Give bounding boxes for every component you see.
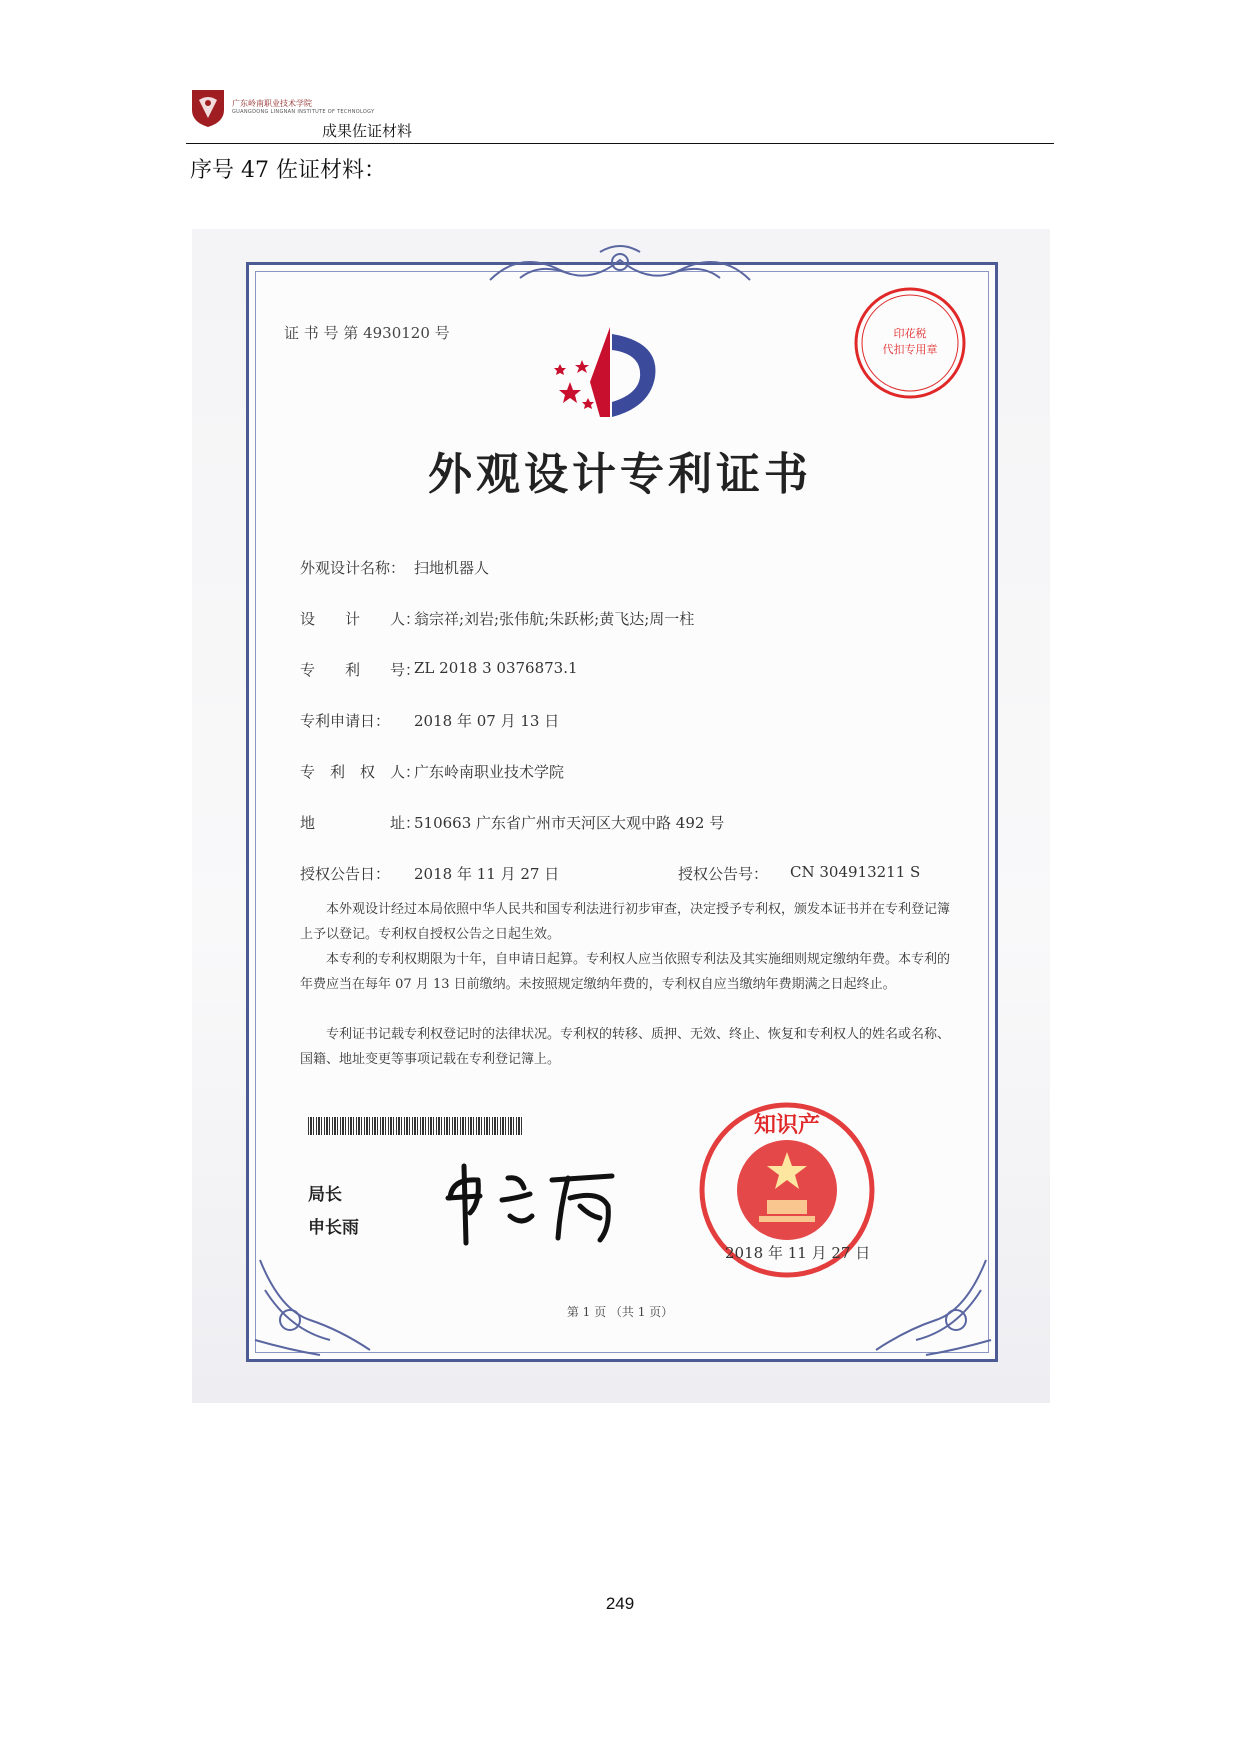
certificate-title: 外观设计专利证书: [428, 449, 812, 500]
field-announce-no-value: CN 304913211 S: [790, 863, 921, 881]
svg-text:代扣专用章: 代扣专用章: [882, 343, 938, 356]
paragraph-legal-status: 专利证书记载专利权登记时的法律状况。专利权的转移、质押、无效、终止、恢复和专利权人的姓名或名称、国籍、地址变更等事项记载在专利登记簿上。: [300, 1027, 951, 1067]
patent-office-emblem-icon: [550, 322, 680, 422]
field-application-date-value: 2018 年 07 月 13 日: [414, 712, 560, 730]
field-grant-date-value: 2018 年 11 月 27 日: [414, 865, 560, 883]
field-designers-value: 翁宗祥;刘岩;张伟航;朱跃彬;黄飞达;周一柱: [414, 610, 695, 628]
field-announce-no-label: 授权公告号：: [678, 865, 769, 883]
school-name-en: GUANGDONG LINGNAN INSTITUTE OF TECHNOLOGY: [232, 109, 375, 115]
certificate-number: 证 书 号 第 4930120 号: [284, 324, 450, 342]
svg-text:知识产: 知识产: [753, 1113, 821, 1138]
director-signature-icon: [440, 1158, 630, 1248]
certificate-page-footer: 第 1 页 （共 1 页）: [566, 1305, 674, 1319]
tax-stamp-seal-icon: [852, 285, 968, 401]
page-number: 249: [605, 1594, 635, 1613]
field-patent-no-label: 专 利 号：: [300, 661, 421, 679]
director-title: 局长: [308, 1185, 342, 1205]
field-patentee-label: 专 利 权 人：: [300, 763, 421, 781]
barcode: [308, 1117, 524, 1135]
paragraph-examination: 本外观设计经过本局依照中华人民共和国专利法进行初步审查，决定授予专利权，颁发本证书并在专利登记簿上予以登记。专利权自授权公告之日起生效。: [300, 902, 951, 942]
field-patentee-value: 广东岭南职业技术学院: [414, 763, 565, 781]
field-grant-date-label: 授权公告日：: [300, 865, 391, 883]
field-patent-no-value: ZL 2018 3 0376873.1: [414, 659, 578, 677]
school-name-cn: 广东岭南职业技术学院: [232, 99, 312, 108]
field-design-name-value: 扫地机器人: [414, 559, 490, 577]
header-rule: [186, 143, 1054, 144]
field-design-name-label: 外观设计名称：: [300, 559, 406, 577]
seal-date: 2018 年 11 月 27 日: [725, 1244, 871, 1262]
field-designers-label: 设 计 人：: [300, 610, 421, 628]
svg-text:印花税: 印花税: [893, 327, 927, 340]
director-name: 申长雨: [308, 1218, 359, 1238]
paragraph-term: 本专利的专利权期限为十年，自申请日起算。专利权人应当依照专利法及其实施细则规定缴纳年费。本专利的年费应当在每年 07 月 13 日前缴纳。未按照规定缴纳年费的，专利权自应当缴纳年费期满之日起终止。: [300, 952, 951, 992]
field-address-label: 地 址：: [300, 814, 421, 832]
document-title: 成果佐证材料: [322, 122, 413, 140]
field-application-date-label: 专利申请日：: [300, 712, 391, 730]
sequence-label: 序号 47 佐证材料：: [190, 158, 386, 183]
field-address-value: 510663 广东省广州市天河区大观中路 492 号: [414, 814, 725, 832]
school-logo-icon: [190, 88, 226, 128]
top-ornament-icon: [480, 240, 760, 290]
